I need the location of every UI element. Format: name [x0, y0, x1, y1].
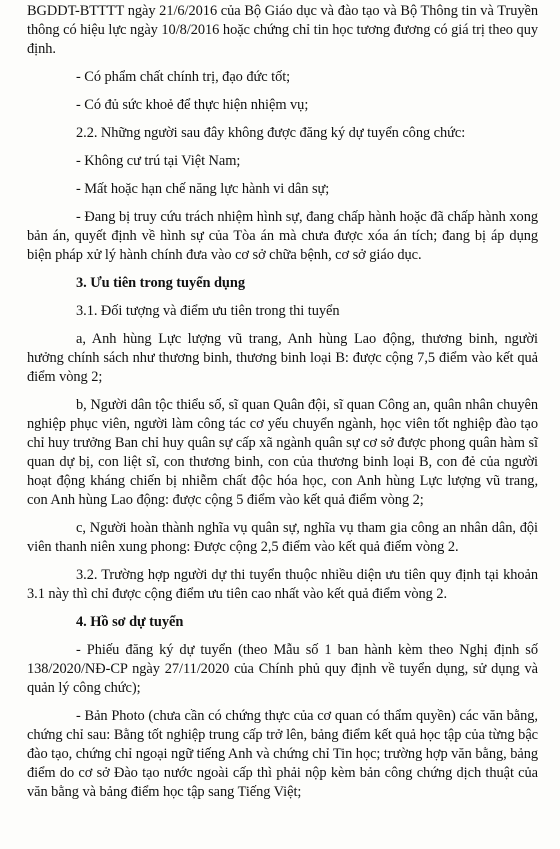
- paragraph-section-3-2: 3.2. Trường hợp người dự thi tuyển thuộc nhiều diện ưu tiên quy định tại khoản 3.1 này thì chỉ được cộng điểm ưu tiên cao nhất vào kết quả điểm vòng 2.: [27, 567, 538, 602]
- paragraph-section-3-1: 3.1. Đối tượng và điểm ưu tiên trong thi tuyển: [76, 303, 340, 319]
- paragraph-exclusion-residence: - Không cư trú tại Việt Nam;: [76, 153, 241, 169]
- paragraph-requirement-health: - Có đủ sức khoẻ để thực hiện nhiệm vụ;: [76, 97, 309, 113]
- paragraph-continuation: BGDDT-BTTTT ngày 21/6/2016 của Bộ Giáo dục và đào tạo và Bộ Thông tin và Truyền thông có hiệu lực ngày 10/8/2016 hoặc chứng chỉ tin học tương đương có giá trị theo quy định.: [27, 3, 538, 57]
- paragraph-priority-c: c, Người hoàn thành nghĩa vụ quân sự, nghĩa vụ tham gia công an nhân dân, đội viên thanh niên xung phong: Được cộng 2,5 điểm vào kết quả điểm vòng 2.: [27, 520, 538, 555]
- paragraph-photo-copies: - Bản Photo (chưa cần có chứng thực của cơ quan có thẩm quyền) các văn bằng, chứng chỉ sau: Bằng tốt nghiệp trung cấp trở lên, bảng điểm kết quả học tập của từng bậc đào tạo, chứng chỉ ngoại ngữ tiếng Anh và chứng chỉ Tin học; trường hợp văn bằng, bảng điểm do cơ sở Đào tạo nước ngoài cấp thì phải nộp kèm bản công chứng dịch thuật của văn bằng và bảng điểm học tập sang Tiếng Việt;: [27, 708, 538, 800]
- paragraph-exclusion-capacity: - Mất hoặc hạn chế năng lực hành vi dân sự;: [76, 181, 330, 197]
- paragraph-section-2-2: 2.2. Những người sau đây không được đăng ký dự tuyển công chức:: [76, 125, 466, 141]
- paragraph-requirement-ethics: - Có phẩm chất chính trị, đạo đức tốt;: [76, 69, 291, 85]
- paragraph-application-form: - Phiếu đăng ký dự tuyển (theo Mẫu số 1 ban hành kèm theo Nghị định số 138/2020/NĐ-CP ngày 27/11/2020 của Chính phủ quy định về tuyển dụng, sử dụng và quản lý công chức);: [27, 642, 538, 696]
- paragraph-priority-b: b, Người dân tộc thiểu số, sĩ quan Quân đội, sĩ quan Công an, quân nhân chuyên nghiệp phục viên, người làm công tác cơ yếu chuyển ngành, học viên tốt nghiệp đào tạo chỉ huy trưởng Ban chỉ huy quân sự cấp xã ngành quân sự cơ sở được phong quân hàm sĩ quan dự bị, con liệt sĩ, con thương binh, con của thương binh loại B, con đẻ của người hoạt động kháng chiến bị nhiễm chất độc hóa học, con Anh hùng Lực lượng vũ trang, con Anh hùng Lao động: được cộng 5 điểm vào kết quả điểm vòng 2;: [27, 397, 538, 508]
- section-heading-4: 4. Hồ sơ dự tuyển: [76, 614, 184, 630]
- paragraph-priority-a: a, Anh hùng Lực lượng vũ trang, Anh hùng Lao động, thương binh, người hưởng chính sách như thương binh, thương binh loại B: được cộng 7,5 điểm vào kết quả điểm vòng 2;: [27, 331, 538, 385]
- paragraph-exclusion-criminal: - Đang bị truy cứu trách nhiệm hình sự, đang chấp hành hoặc đã chấp hành xong bản án, quyết định về hình sự của Tòa án mà chưa được xóa án tích; đang bị áp dụng biện pháp xử lý hành chính đưa vào cơ sở chữa bệnh, cơ sở giáo dục.: [27, 209, 538, 263]
- document-body: [27, 2, 538, 811]
- section-heading-3: 3. Ưu tiên trong tuyển dụng: [76, 275, 245, 291]
